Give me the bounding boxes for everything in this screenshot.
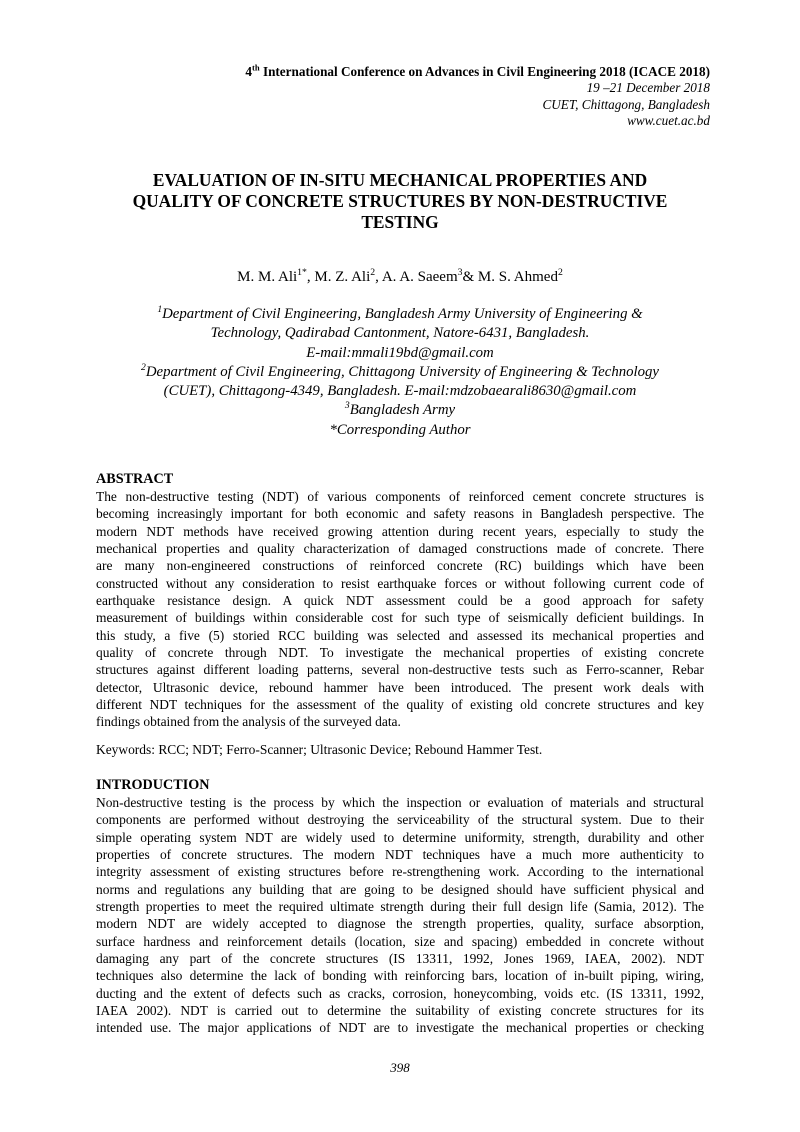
corresponding-author: *Corresponding Author <box>329 421 471 438</box>
conference-ordinal: 4 <box>245 64 253 79</box>
author: , A. A. Saeem <box>375 269 458 285</box>
abstract-line: measurement of buildings within considerable cost for such type of seismically deficient buildings. In <box>96 610 704 626</box>
introduction-line: Non-destructive testing is the process by which the inspection or evaluation of materials and structural <box>96 795 704 810</box>
abstract-section <box>96 471 704 731</box>
affiliation-sup: 3 <box>344 400 350 412</box>
introduction-line: norms and regulations any building that are going to be designed should have sufficient physical and <box>96 881 704 897</box>
keywords: Keywords: RCC; NDT; Ferro-Scanner; Ultrasonic Device; Rebound Hammer Test. <box>96 742 543 757</box>
author-sup: 2 <box>370 267 376 278</box>
introduction-line: integrity assessment of existing structures before re-strengthening work. According to the international <box>96 864 704 880</box>
abstract-line: earthquake resistance design. A quick NDT assessment could be a good approach for safety <box>96 593 704 609</box>
affiliation-1-line-1 <box>96 305 704 324</box>
conference-venue: CUET, Chittagong, Bangladesh <box>542 96 710 112</box>
introduction-line: modern NDT are widely accepted to diagnose the strength properties, quality, surface absorption, <box>96 916 704 932</box>
abstract-line: mechanical properties and quality characterization of damaged constructions made of concrete. There <box>96 541 704 557</box>
author-list <box>96 268 704 286</box>
abstract-line: this study, a five (5) storied RCC building was selected and assessed its mechanical properties and <box>96 627 704 643</box>
affiliation-text: Department of Civil Engineering, Chittagong University of Engineering & Technology <box>145 363 659 380</box>
affiliation-2-line-2: (CUET), Chittagong-4349, Bangladesh. E-mail:mdzobaearali8630@gmail.com <box>163 383 637 400</box>
affiliation-sup: 2 <box>141 361 146 373</box>
affiliation-2-line-1 <box>96 363 704 382</box>
conference-name: International Conference on Advances in Civil Engineering 2018 (ICACE 2018) <box>262 64 710 79</box>
abstract-line: quality of concrete through NDT. To investigate the mechanical properties of existing concrete <box>96 645 704 661</box>
introduction-line: ducting and the extent of defects such as cracks, corrosion, honeycombing, voids etc. (IS 13311, 1992, <box>96 985 704 1001</box>
affiliation-1-line-2: Technology, Qadirabad Cantonment, Natore-6431, Bangladesh. <box>210 325 590 342</box>
author: , M. Z. Ali <box>306 269 371 285</box>
title-line: QUALITY OF CONCRETE STRUCTURES BY NON-DESTRUCTIVE <box>132 191 668 211</box>
conference-header <box>245 64 710 130</box>
introduction-line: damaging any part of the concrete structures (IS 13311, 1992, Jones 1969, IAEA, 2002). NDT <box>96 951 704 967</box>
author: & M. S. Ahmed <box>462 269 558 285</box>
introduction-section <box>96 777 704 1037</box>
introduction-line: components are performed without destroying the serviceability of the structural system. Due to their <box>96 812 704 828</box>
affiliation-text: Department of Civil Engineering, Bangladesh Army University of Engineering & <box>162 306 643 322</box>
title-line: TESTING <box>361 212 439 232</box>
conference-dates: 19 –21 December 2018 <box>586 80 710 96</box>
abstract-line: structures against different loading patterns, several non-destructive tests such as Ferro-scanner, Rebar <box>96 662 704 678</box>
introduction-body <box>96 794 704 1037</box>
abstract-line: detector, Ultrasonic device, rebound hammer have been introduced. The present work deals with <box>96 679 704 695</box>
introduction-heading: INTRODUCTION <box>96 777 210 793</box>
affiliation-sup: 1 <box>157 304 163 316</box>
introduction-line: intended use. The major applications of NDT are to investigate the mechanical properties or checking <box>96 1020 704 1036</box>
introduction-line: IAEA 2002). NDT is carried out to determine the suitability of existing concrete structures for its <box>96 1003 704 1019</box>
abstract-line: findings obtained from the analysis of the surveyed data. <box>96 714 401 730</box>
abstract-body <box>96 488 704 731</box>
introduction-line: surface hardness and reinforcement details (location, size and spacing) embedded in concrete without <box>96 933 704 949</box>
author-sup: 1* <box>297 267 307 278</box>
introduction-line: techniques also determine the lack of bonding with reinforcing bars, location of in-built piping, wiring, <box>96 968 704 984</box>
affiliations <box>96 305 704 440</box>
introduction-line: strength properties to meet the required ultimate strength during their full design life (Samia, 2012). The <box>96 899 704 915</box>
paper-title <box>96 170 704 233</box>
page-number: 398 <box>390 1060 410 1075</box>
abstract-line: modern NDT methods have received growing attention during recent years, especially to study the <box>96 523 704 539</box>
introduction-line: properties of concrete structures. The modern NDT techniques have a much more authenticity to <box>96 847 704 863</box>
author-sup: 3 <box>457 267 463 278</box>
conference-website: www.cuet.ac.bd <box>627 113 710 129</box>
abstract-heading: ABSTRACT <box>96 471 174 487</box>
abstract-line: different NDT techniques for the assessment of the quality of existing old concrete structures and key <box>96 697 704 713</box>
author-sup: 2 <box>557 267 563 278</box>
introduction-line: simple operating system NDT are widely used to determine uniformity, strength, durability and other <box>96 829 704 845</box>
conference-ordinal-sup: th <box>252 62 260 73</box>
abstract-line: are many non-engineered constructions of reinforced concrete (RC) buildings which have been <box>96 558 704 574</box>
abstract-line: The non-destructive testing (NDT) of various components of reinforced cement concrete structures is <box>96 489 704 504</box>
author: M. M. Ali <box>237 269 298 285</box>
affiliation-3 <box>96 401 704 420</box>
abstract-line: becoming increasingly important for both economic and safety reasons in Bangladesh perspective. The <box>96 506 704 522</box>
abstract-line: constructed without any consideration to resist earthquake forces or without following current code of <box>96 575 704 591</box>
title-line: EVALUATION OF IN-SITU MECHANICAL PROPERTIES AND <box>152 170 648 190</box>
conference-title <box>245 64 710 80</box>
affiliation-text: Bangladesh Army <box>349 402 456 419</box>
affiliation-1-email: E-mail:mmali19bd@gmail.com <box>306 344 494 361</box>
